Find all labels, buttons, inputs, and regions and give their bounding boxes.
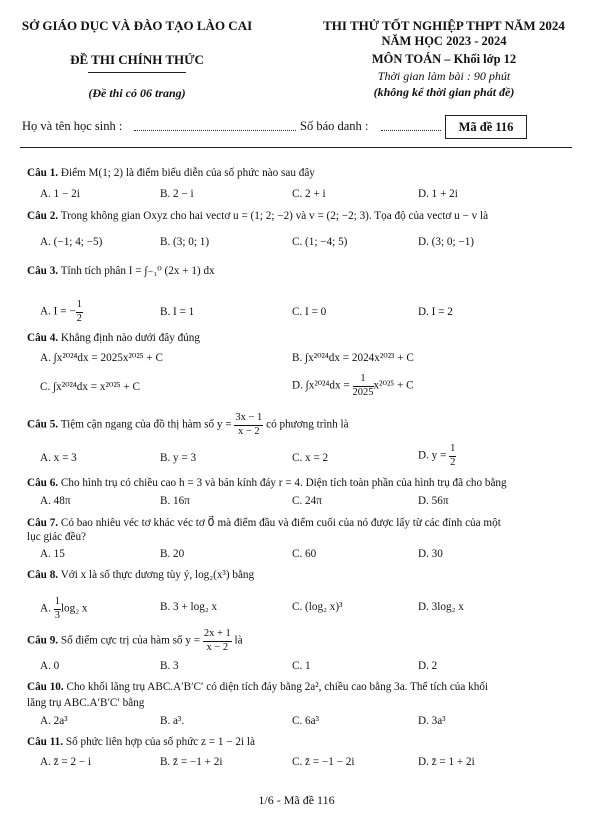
q8-option-a[interactable]: A. $\frac{1}{3}$ log₂ x (40, 596, 88, 621)
q9-option-d[interactable]: D. 2 (418, 660, 438, 672)
question-7: Câu 7. Có bao nhiêu véc tơ khác véc tơ 0⃗ mà điểm đầu và điểm cuối của nó được lấy từ các đỉnh của một (27, 517, 501, 529)
q2-option-a[interactable]: A. (−1; 4; −5) (40, 236, 103, 248)
q7-option-b[interactable]: B. 20 (160, 548, 185, 560)
q6-option-b[interactable]: B. 16π (160, 495, 190, 507)
q4-option-d[interactable]: D. ∫x²⁰²⁴dx = $\frac{1}{2025}$ x²⁰²⁵ + C (292, 373, 414, 398)
exam-title: THI THỬ TỐT NGHIỆP THPT NĂM 2024 (323, 18, 565, 33)
question-1: Câu 1. Điểm M(1; 2) là điểm biểu diễn của số phức nào sau đây (27, 167, 315, 179)
q9-option-a[interactable]: A. 0 (40, 660, 60, 672)
student-name-label: Họ và tên học sinh : (22, 119, 123, 133)
student-id-label: Số báo danh : (300, 119, 369, 133)
page-footer: 1/6 - Mã đề 116 (258, 793, 335, 807)
question-10-continued: lăng trụ ABC.A′B′C′ bằng (27, 697, 145, 709)
q11-option-a[interactable]: A. z̄ = 2 − i (40, 756, 92, 768)
q2-option-b[interactable]: B. (3; 0; 1) (160, 236, 210, 248)
q1-option-c[interactable]: C. 2 + i (292, 188, 326, 200)
q7-option-c[interactable]: C. 60 (292, 548, 317, 560)
subject-line: MÔN TOÁN – Khối lớp 12 (371, 52, 517, 66)
q6-option-a[interactable]: A. 48π (40, 495, 71, 507)
q4-option-b[interactable]: B. ∫x²⁰²⁴dx = 2024x²⁰²³ + C (292, 352, 414, 364)
q8-option-b[interactable]: B. 3 + log₂ x (160, 601, 218, 613)
q3-option-a[interactable]: A. I = − $\frac{1}{2}$ (40, 299, 82, 324)
question-5: Câu 5. Tiệm cận ngang của đồ thị hàm số y = $\frac{3x - 1}{x - 2}$ có phương trình là (27, 412, 349, 437)
q2-option-c[interactable]: C. (1; −4; 5) (292, 236, 348, 248)
q8-option-c[interactable]: C. (log₂ x)³ (292, 601, 343, 613)
q4-option-c[interactable]: C. ∫x²⁰²⁴dx = x²⁰²⁵ + C (40, 381, 140, 393)
question-6: Câu 6. Cho hình trụ có chiều cao h = 3 và bán kính đáy r = 4. Diện tích toàn phần của hình trụ đã cho bằng (27, 477, 507, 489)
student-id-field[interactable] (381, 130, 441, 131)
question-11: Câu 11. Số phức liên hợp của số phức z = 1 − 2i là (27, 736, 255, 748)
time-limit: Thời gian làm bài : 90 phút (377, 69, 511, 83)
exam-status: ĐỀ THI CHÍNH THỨC (70, 52, 204, 67)
school-department: SỞ GIÁO DỤC VÀ ĐÀO TẠO LÀO CAI (21, 18, 253, 33)
school-year: NĂM HỌC 2023 - 2024 (381, 34, 507, 48)
q7-option-d[interactable]: D. 30 (418, 548, 443, 560)
q1-option-d[interactable]: D. 1 + 2i (418, 188, 458, 200)
q10-option-a[interactable]: A. 2a³ (40, 715, 68, 727)
q6-option-d[interactable]: D. 56π (418, 495, 449, 507)
q11-option-d[interactable]: D. z̄ = 1 + 2i (418, 756, 475, 768)
q6-option-c[interactable]: C. 24π (292, 495, 322, 507)
q9-option-c[interactable]: C. 1 (292, 660, 311, 672)
q5-option-c[interactable]: C. x = 2 (292, 452, 329, 464)
question-3: Câu 3. Tính tích phân I = ∫₋₁⁰ (2x + 1) dx (27, 265, 215, 277)
exam-code-box: Mã đề 116 (445, 115, 527, 139)
page-count-note: (Đề thi có 06 trang) (88, 86, 186, 100)
header-divider (20, 147, 572, 148)
q5-option-b[interactable]: B. y = 3 (160, 452, 197, 464)
q3-option-c[interactable]: C. I = 0 (292, 306, 327, 318)
question-2: Câu 2. Trong không gian Oxyz cho hai vectơ u = (1; 2; −2) và v = (2; −2; 3). Tọa độ của vectơ u − v là (27, 210, 489, 222)
question-7-continued: lục giác đều? (27, 531, 87, 543)
title-underline (88, 72, 186, 73)
q1-option-a[interactable]: A. 1 − 2i (40, 188, 80, 200)
q10-option-d[interactable]: D. 3a³ (418, 715, 446, 727)
q5-option-a[interactable]: A. x = 3 (40, 452, 77, 464)
question-10: Câu 10. Cho khối lăng trụ ABC.A′B′C′ có diện tích đáy bằng 2a², chiều cao bằng 3a. Thể tích của khối (27, 681, 489, 693)
q8-option-d[interactable]: D. 3log₂ x (418, 601, 464, 613)
question-4: Câu 4. Khẳng định nào dưới đây đúng (27, 332, 200, 344)
question-9: Câu 9. Số điểm cực trị của hàm số y = $\frac{2x + 1}{x - 2}$ là (27, 628, 243, 653)
q3-option-d[interactable]: D. I = 2 (418, 306, 453, 318)
q7-option-a[interactable]: A. 15 (40, 548, 65, 560)
q11-option-c[interactable]: C. z̄ = −1 − 2i (292, 756, 355, 768)
q10-option-c[interactable]: C. 6a³ (292, 715, 319, 727)
q5-option-d[interactable]: D. y = $\frac{1}{2}$ (418, 443, 456, 468)
q10-option-b[interactable]: B. a³. (160, 715, 185, 727)
q9-option-b[interactable]: B. 3 (160, 660, 179, 672)
question-8: Câu 8. Với x là số thực dương tùy ý, log₂(x³) bằng (27, 569, 255, 581)
q3-option-b[interactable]: B. I = 1 (160, 306, 195, 318)
q2-option-d[interactable]: D. (3; 0; −1) (418, 236, 475, 248)
q4-option-a[interactable]: A. ∫x²⁰²⁴dx = 2025x²⁰²⁵ + C (40, 352, 163, 364)
q11-option-b[interactable]: B. z̄ = −1 + 2i (160, 756, 223, 768)
q1-option-b[interactable]: B. 2 − i (160, 188, 194, 200)
student-name-field[interactable] (134, 130, 296, 131)
time-note: (không kể thời gian phát đề) (373, 85, 515, 99)
